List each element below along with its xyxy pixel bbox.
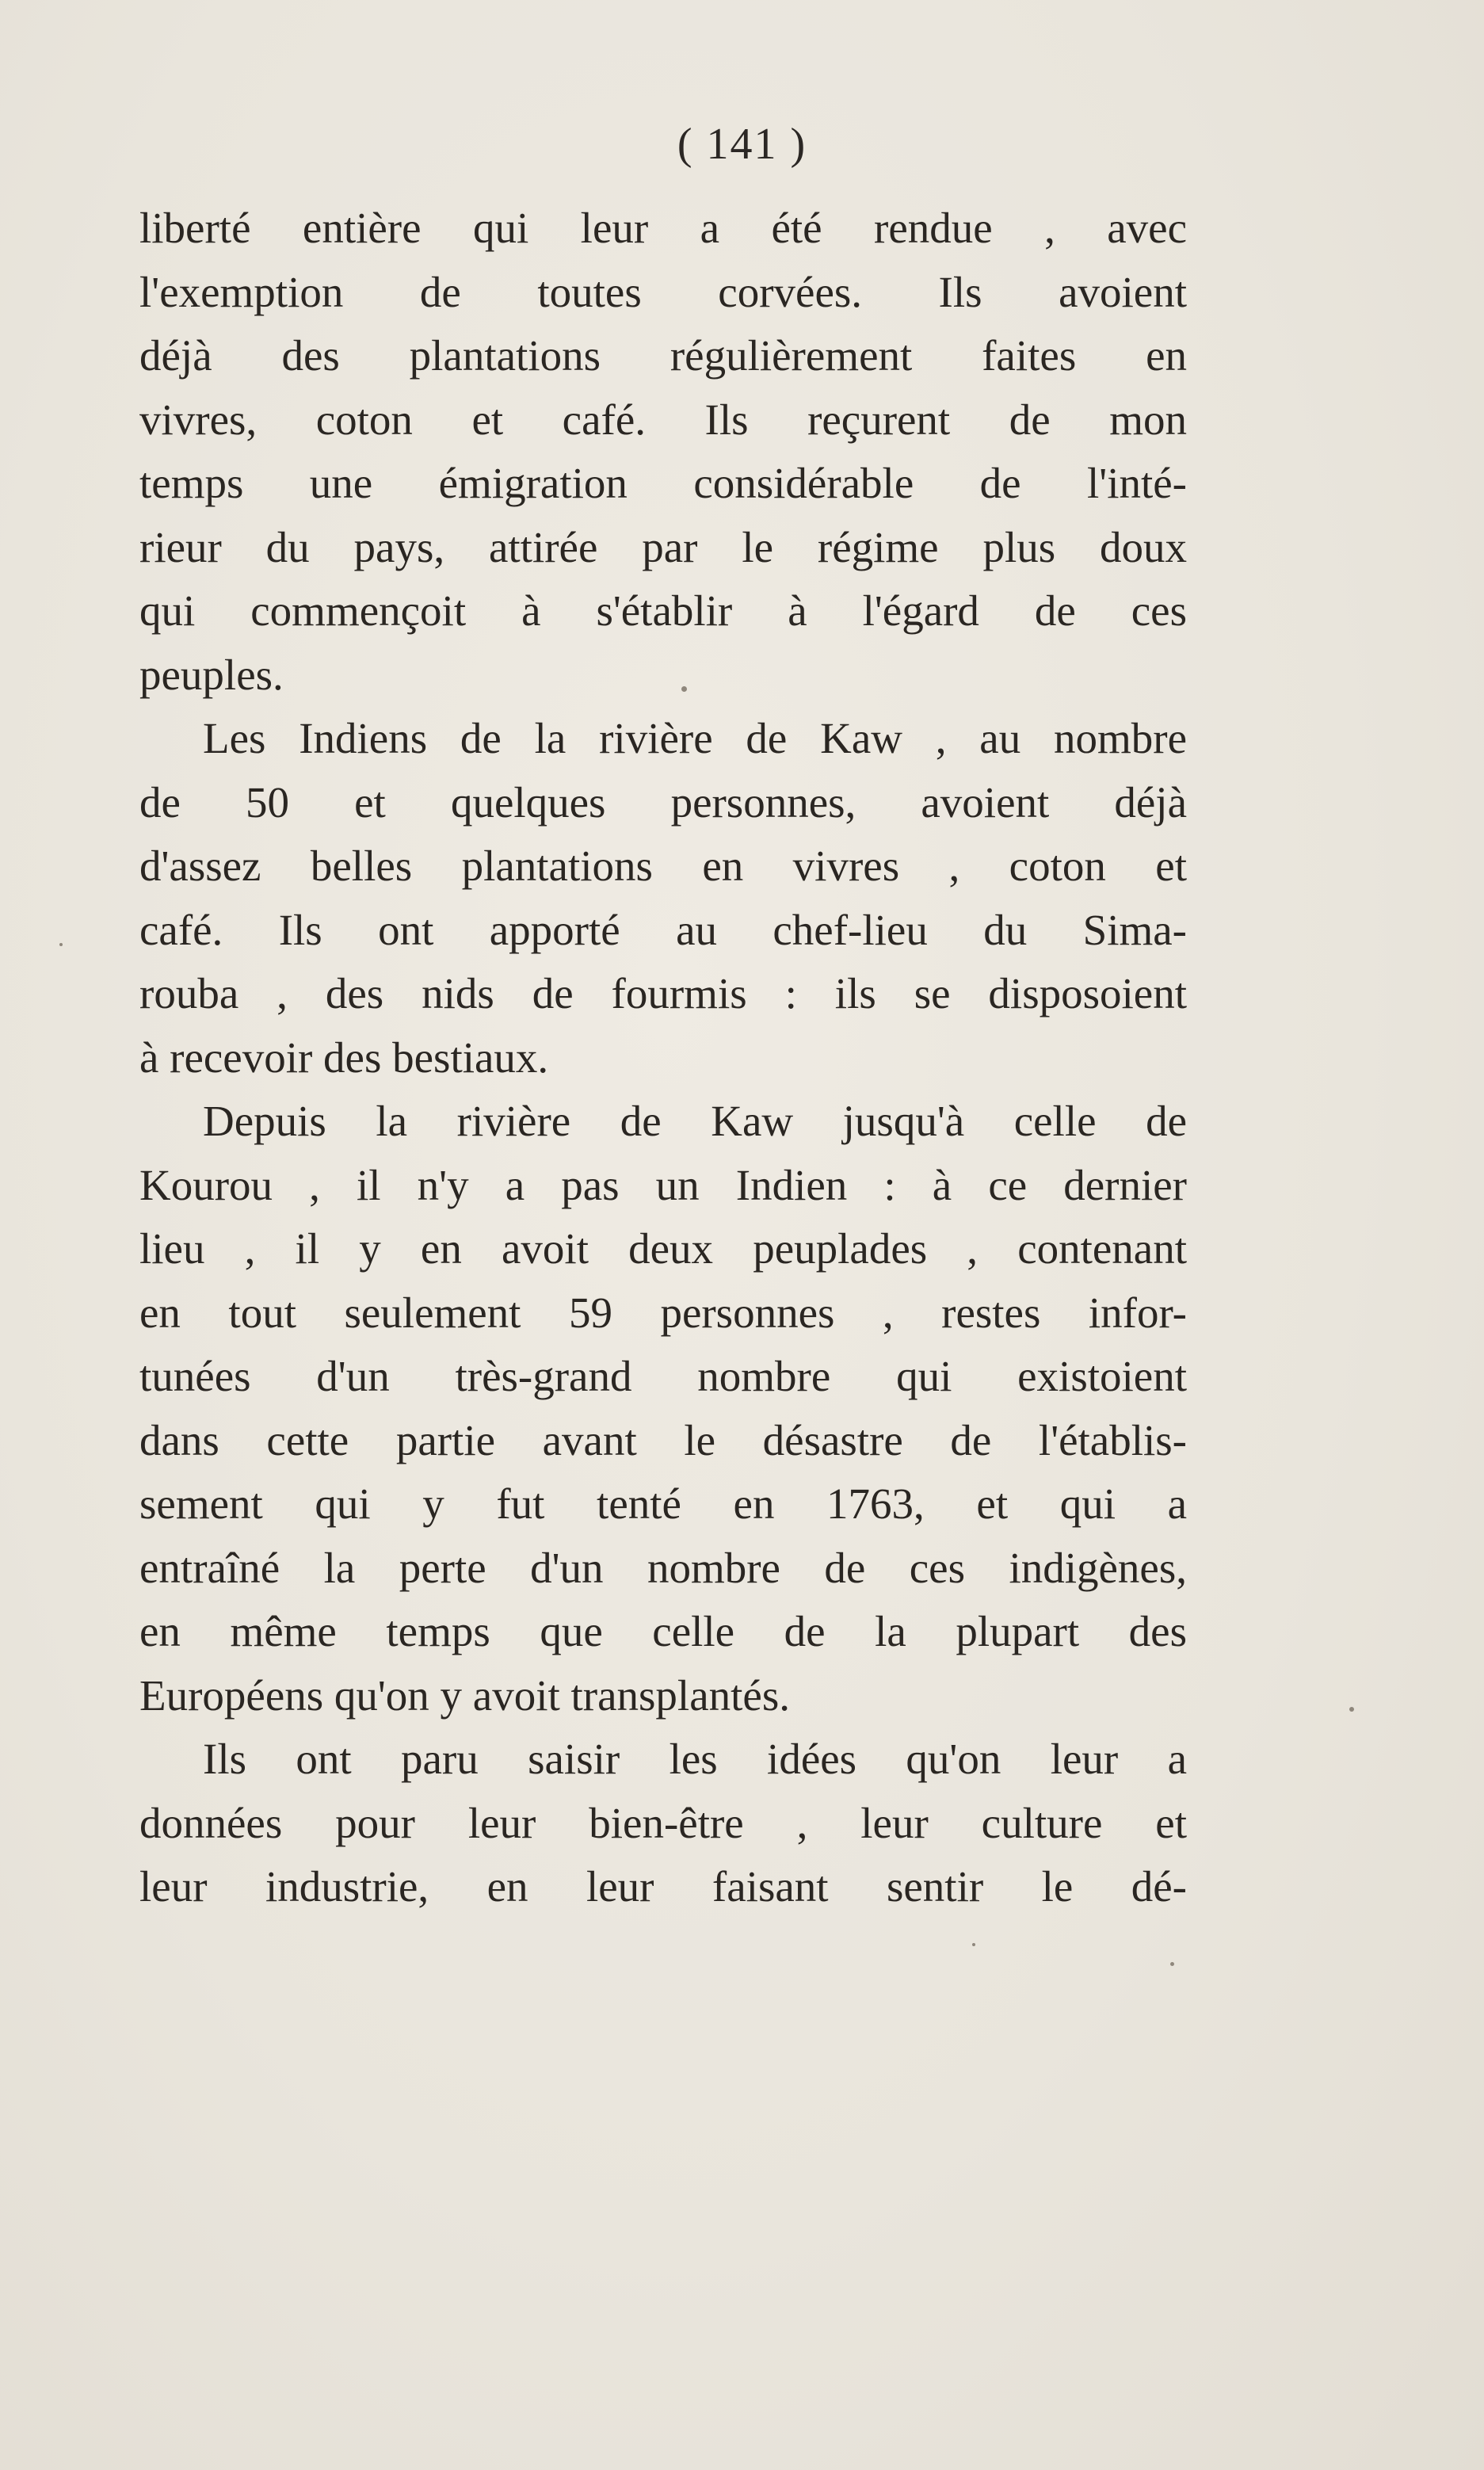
text-line: sement qui y fut tenté en 1763, et qui a (139, 1479, 1187, 1528)
paper-speck (681, 686, 687, 692)
text-line: vivres, coton et café. Ils reçurent de mon (139, 395, 1187, 444)
paper-speck (1170, 1962, 1174, 1966)
body-text (139, 197, 1187, 1919)
text-line: dans cette partie avant le désastre de l'établis- (139, 1415, 1187, 1464)
text-line: Kourou , il n'y a pas un Indien : à ce dernier (139, 1160, 1187, 1209)
text-line: d'assez belles plantations en vivres , coton et (139, 842, 1187, 890)
text-line: leur industrie, en leur faisant sentir le dé- (139, 1862, 1187, 1911)
text-line: Les Indiens de la rivière de Kaw , au nombre (203, 714, 1187, 762)
text-line: entraîné la perte d'un nombre de ces indigènes, (139, 1543, 1187, 1592)
text-line: qui commençoit à s'établir à l'égard de ces (139, 586, 1187, 635)
text-line: liberté entière qui leur a été rendue , avec (139, 204, 1187, 252)
text-line: peuples. (139, 650, 284, 699)
paper-speck (59, 943, 63, 946)
text-line: à recevoir des bestiaux. (139, 1033, 549, 1082)
paper-speck (1349, 1707, 1354, 1712)
page-number: ( 141 ) (677, 120, 807, 169)
text-line: rouba , des nids de fourmis : ils se disposoient (139, 969, 1187, 1017)
paper-speck (972, 1943, 975, 1946)
text-line: temps une émigration considérable de l'inté- (139, 459, 1187, 507)
text-line: de 50 et quelques personnes, avoient déjà (139, 777, 1187, 827)
text-line: Ils ont paru saisir les idées qu'on leur a (203, 1735, 1187, 1783)
text-line: Européens qu'on y avoit transplantés. (139, 1670, 790, 1720)
text-line: lieu , il y en avoit deux peuplades , contenant (139, 1224, 1187, 1273)
text-line: en tout seulement 59 personnes , restes infor- (139, 1288, 1187, 1337)
text-line: en même temps que celle de la plupart des (139, 1607, 1187, 1655)
text-line: données pour leur bien-être , leur culture et (139, 1798, 1187, 1847)
text-line: rieur du pays, attirée par le régime plus doux (139, 522, 1187, 571)
text-line: Depuis la rivière de Kaw jusqu'à celle de (203, 1097, 1187, 1145)
text-line: l'exemption de toutes corvées. Ils avoient (139, 267, 1187, 316)
text-line: tunées d'un très-grand nombre qui existoient (139, 1352, 1187, 1400)
text-line: déjà des plantations régulièrement faites en (139, 331, 1187, 380)
text-line: café. Ils ont apporté au chef-lieu du Sima- (139, 905, 1187, 954)
